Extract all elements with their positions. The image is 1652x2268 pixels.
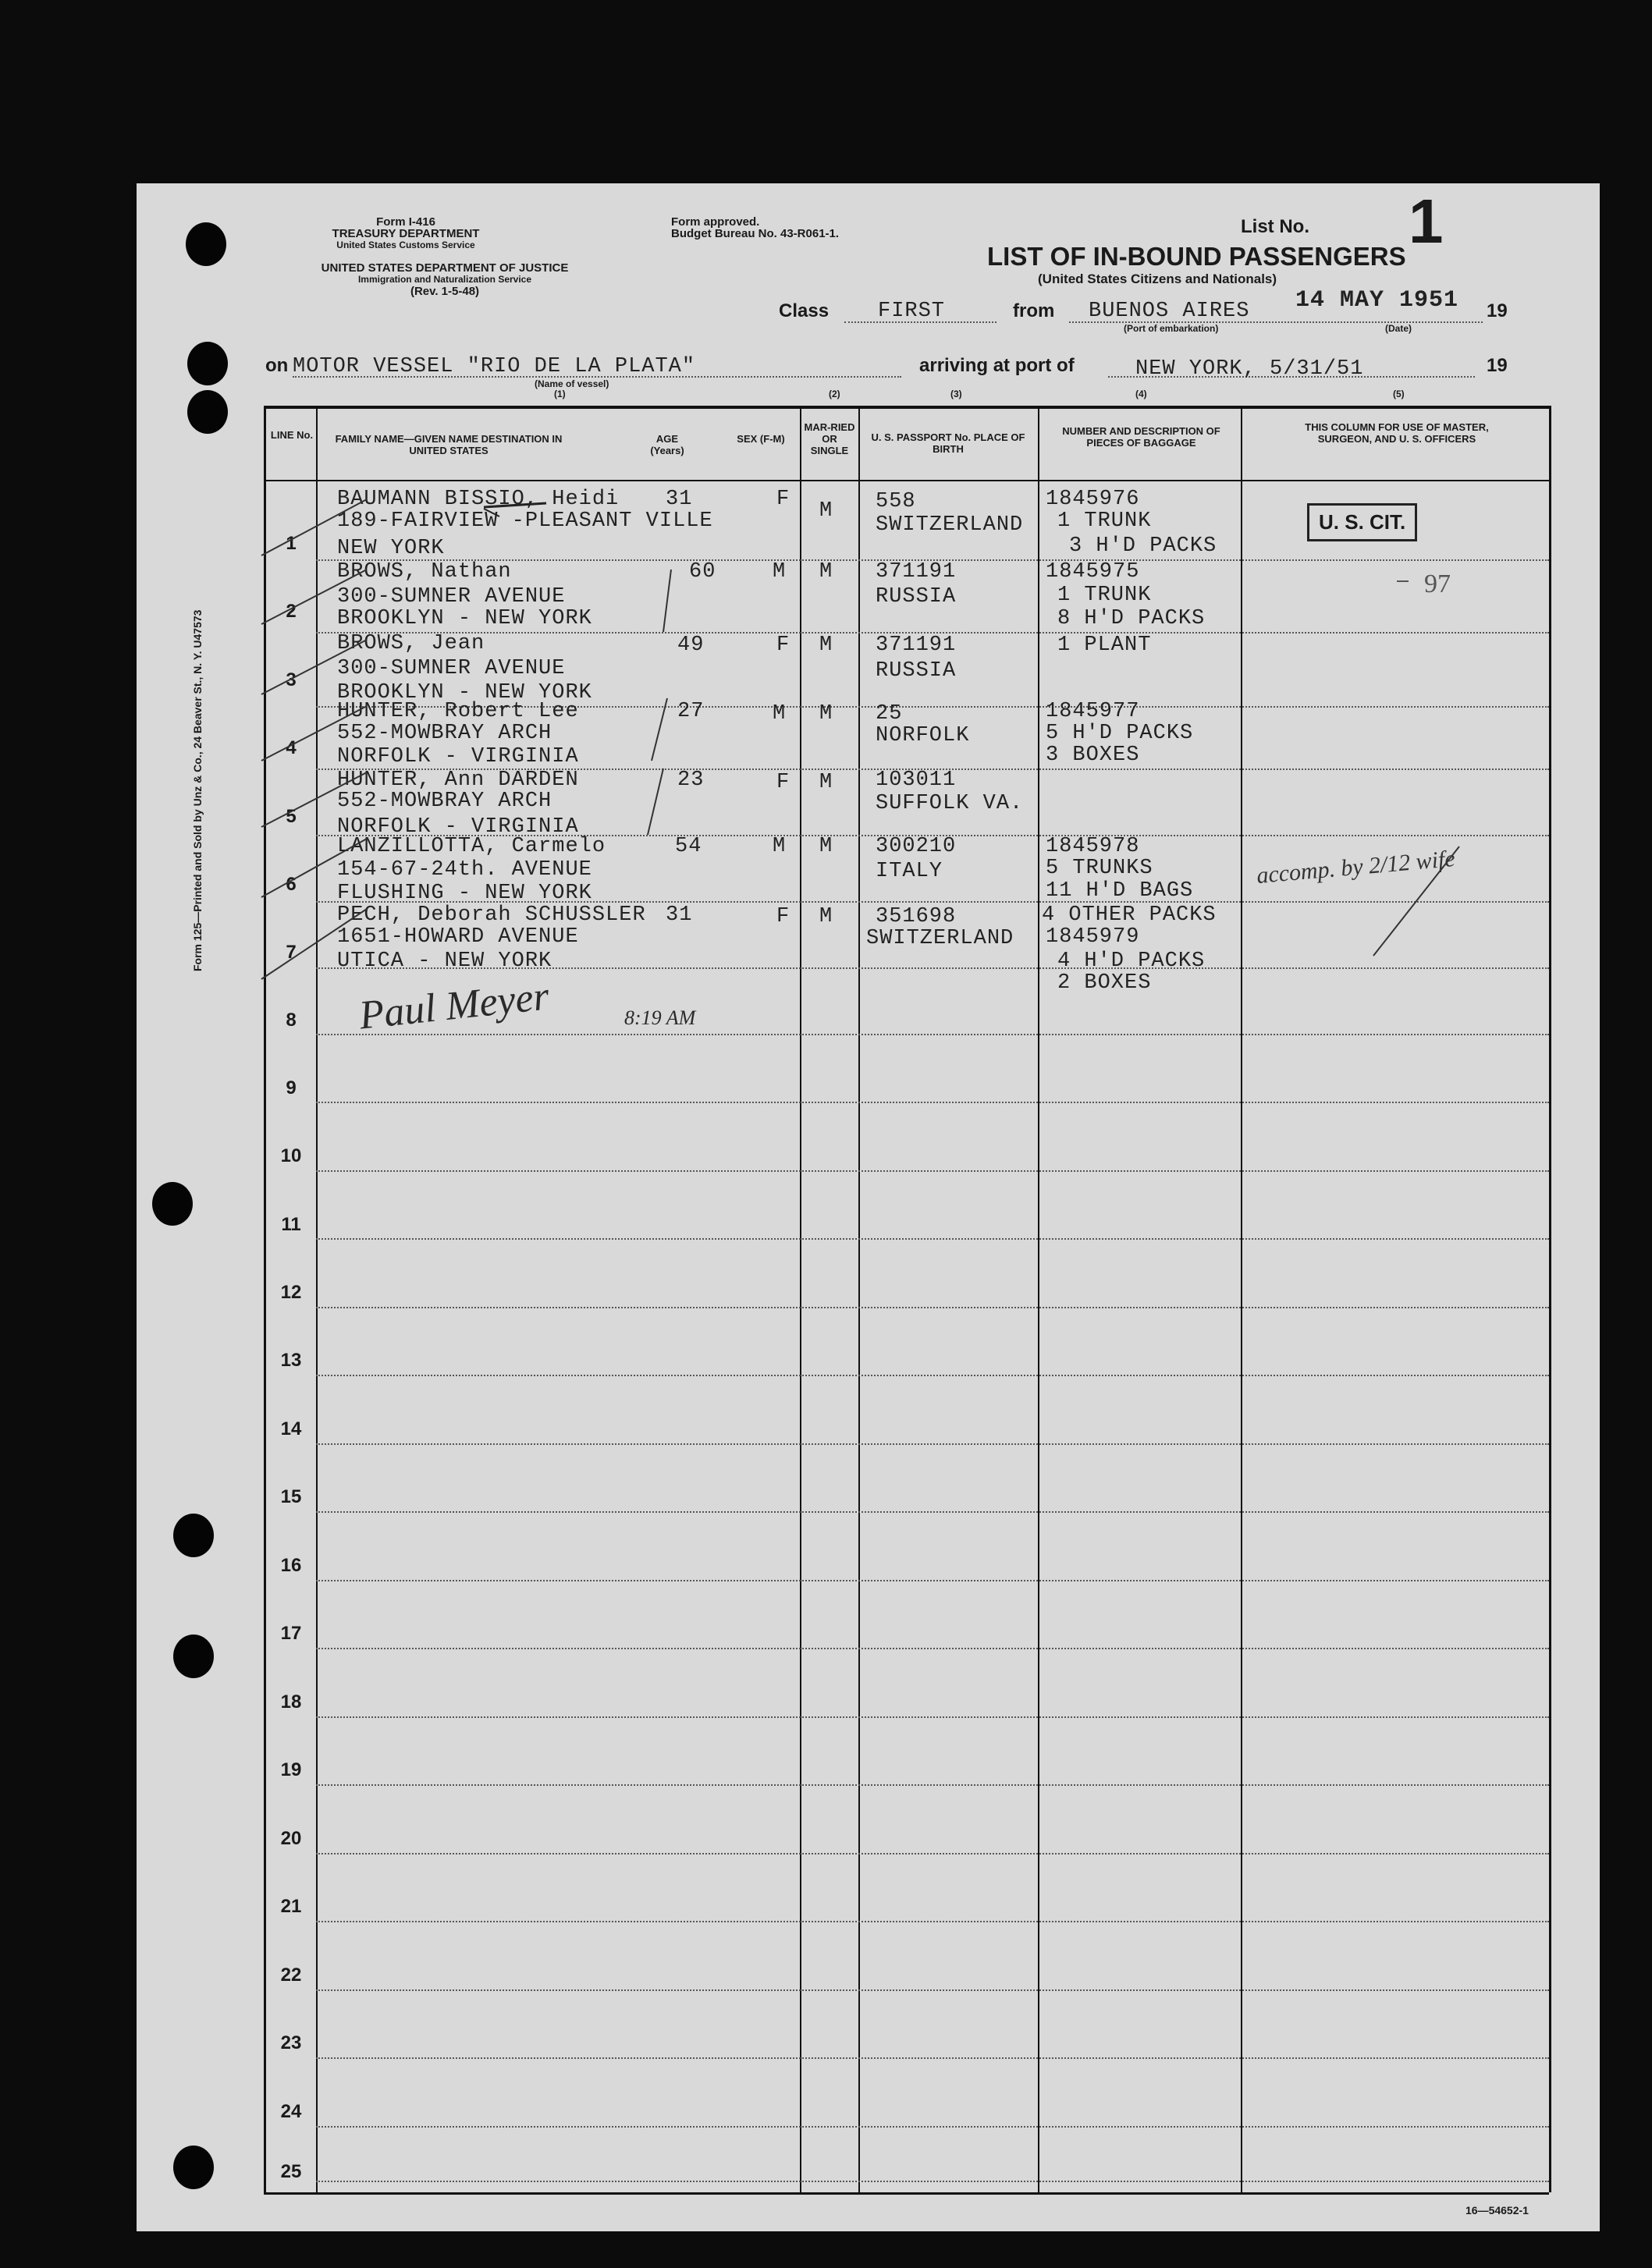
line-number: 8: [286, 1010, 297, 1031]
passenger-city: UTICA - NEW YORK: [337, 949, 552, 973]
passenger-name: PECH, Deborah SCHUSSLER: [337, 903, 646, 927]
baggage-line: 1845975: [1046, 560, 1140, 584]
passenger-age: 27: [677, 700, 705, 723]
document-subtitle: (United States Citizens and Nationals): [1038, 272, 1277, 286]
passenger-age: 31: [666, 488, 693, 511]
officer-note: 97: [1424, 570, 1451, 598]
baggage-line: 1845979: [1046, 925, 1140, 949]
baggage-line: 3 BOXES: [1046, 744, 1140, 767]
col-header-line: LINE No.: [270, 429, 314, 441]
passenger-age: 31: [666, 903, 693, 927]
passenger-married: M: [819, 905, 833, 928]
passenger-name: HUNTER, Robert Lee: [337, 700, 579, 723]
passenger-city: NEW YORK: [337, 537, 445, 560]
place-of-birth: NORFOLK: [876, 724, 970, 747]
col-header-officers: THIS COLUMN FOR USE OF MASTER, SURGEON, AND U. S. OFFICERS: [1305, 421, 1489, 445]
passenger-address: 552-MOWBRAY ARCH: [337, 790, 552, 813]
col-header-baggage: NUMBER AND DESCRIPTION OF PIECES OF BAGGAGE: [1062, 425, 1220, 449]
baggage-line: 1 PLANT: [1057, 634, 1152, 657]
passenger-name: BROWS, Nathan: [337, 560, 512, 584]
place-of-birth: RUSSIA: [876, 585, 957, 609]
passenger-sex: F: [776, 905, 790, 928]
passenger-age: 23: [677, 768, 705, 792]
line-number: 13: [280, 1350, 302, 1371]
document-title: LIST OF IN-BOUND PASSENGERS: [987, 242, 1406, 271]
line-number: 24: [280, 2101, 302, 2122]
port-embarkation-caption: (Port of embarkation): [1124, 323, 1219, 334]
passenger-married: M: [819, 560, 833, 584]
list-no-label: List No.: [1241, 216, 1309, 237]
passport-number: 103011: [876, 768, 957, 792]
passenger-age: 60: [689, 560, 716, 584]
passenger-sex: M: [773, 702, 787, 726]
passenger-married: M: [819, 634, 833, 657]
place-of-birth: RUSSIA: [876, 659, 957, 683]
baggage-line: 4 H'D PACKS: [1057, 949, 1206, 973]
baggage-line: 5 H'D PACKS: [1046, 722, 1194, 745]
passenger-city: NORFOLK - VIRGINIA: [337, 745, 579, 768]
line-number: 3: [286, 669, 297, 690]
passenger-sex: F: [776, 634, 790, 657]
col-header-sex: SEX (F-M): [737, 433, 785, 445]
customs-label: United States Customs Service: [336, 240, 475, 250]
year-suffix: 19: [1487, 300, 1508, 321]
line-number: 23: [280, 2032, 302, 2053]
justice-label: UNITED STATES DEPARTMENT OF JUSTICE: [321, 261, 569, 275]
line-number: 12: [280, 1282, 302, 1303]
passenger-sex: F: [776, 488, 790, 511]
from-port-value: BUENOS AIRES: [1089, 300, 1250, 323]
passenger-sex: M: [773, 835, 787, 858]
line-number: 22: [280, 1965, 302, 1986]
baggage-line: 5 TRUNKS: [1046, 857, 1153, 880]
signature-time: 8:19 AM: [624, 1006, 696, 1029]
line-number: 14: [280, 1418, 302, 1439]
baggage-line: 1 TRUNK: [1057, 584, 1152, 607]
passport-number: 300210: [876, 835, 957, 858]
passport-number: 371191: [876, 560, 957, 584]
passenger-address: 300-SUMNER AVENUE: [337, 657, 566, 680]
passenger-address: 552-MOWBRAY ARCH: [337, 722, 552, 745]
line-number: 15: [280, 1486, 302, 1507]
arriving-label: arriving at port of: [919, 355, 1075, 376]
treasury-label: TREASURY DEPARTMENT: [332, 227, 480, 240]
officer-note: accomp. by 2/12 wife: [1256, 845, 1456, 889]
baggage-line: 1 TRUNK: [1057, 509, 1152, 533]
line-number: 5: [286, 806, 297, 827]
place-of-birth: SUFFOLK VA.: [876, 792, 1024, 815]
line-number: 18: [280, 1691, 302, 1713]
passenger-age: 49: [677, 634, 705, 657]
passenger-sex: M: [773, 560, 787, 584]
rev-label: (Rev. 1-5-48): [410, 285, 480, 298]
baggage-line: 3 H'D PACKS: [1069, 534, 1217, 558]
line-number: 6: [286, 874, 297, 895]
vessel-value: MOTOR VESSEL "RIO DE LA PLATA": [293, 355, 696, 378]
col-header-passport: U. S. PASSPORT No. PLACE OF BIRTH: [871, 431, 1025, 455]
line-number: 4: [286, 737, 297, 758]
col-number-1: (1): [554, 389, 566, 399]
baggage-line: 8 H'D PACKS: [1057, 607, 1206, 630]
us-citizen-stamp: U. S. CIT.: [1307, 503, 1417, 541]
budget-bureau: Budget Bureau No. 43-R061-1.: [671, 227, 840, 240]
on-label: on: [265, 355, 289, 376]
arrival-port-value: NEW YORK, 5/31/51: [1135, 357, 1364, 381]
col-header-married: MAR-RIED OR SINGLE: [804, 421, 855, 456]
printer-side-text: Form 125—Printed and Sold by Unz & Co., 24 Beaver St., N. Y. U47573: [191, 609, 204, 971]
date-caption: (Date): [1385, 323, 1412, 334]
baggage-line: 1845977: [1046, 700, 1140, 723]
baggage-line: 11 H'D BAGS: [1046, 879, 1194, 903]
passenger-city: FLUSHING - NEW YORK: [337, 882, 592, 905]
line-number: 19: [280, 1759, 302, 1780]
line-number: 1: [286, 533, 297, 554]
place-of-birth: SWITZERLAND: [876, 513, 1024, 537]
passport-number: 558: [876, 490, 916, 513]
passenger-address: 154-67-24th. AVENUE: [337, 858, 592, 882]
line-number: 21: [280, 1896, 302, 1917]
passenger-city: BROOKLYN - NEW YORK: [337, 607, 592, 630]
class-label: Class: [779, 300, 830, 321]
date-stamp: 14 MAY 1951: [1295, 287, 1459, 314]
col-header-age: AGE (Years): [650, 433, 684, 456]
passport-number: 351698: [876, 905, 957, 928]
line-number: 16: [280, 1555, 302, 1576]
line-number: 20: [280, 1828, 302, 1849]
passenger-married: M: [819, 771, 833, 794]
passenger-city: BROOKLYN - NEW YORK: [337, 681, 592, 705]
ins-label: Immigration and Naturalization Service: [357, 274, 532, 285]
vessel-caption: (Name of vessel): [535, 378, 609, 389]
passenger-name: LANZILLOTTA, Carmelo: [337, 835, 606, 858]
place-of-birth: SWITZERLAND: [866, 927, 1014, 950]
passenger-age: 54: [675, 835, 702, 858]
passenger-name: BROWS, Jean: [337, 632, 485, 655]
baggage-line: 4 OTHER PACKS: [1042, 903, 1217, 927]
baggage-line: 1845976: [1046, 488, 1140, 511]
baggage-line: 1845978: [1046, 835, 1140, 858]
passport-number: 25: [876, 702, 903, 726]
passenger-married: M: [819, 702, 833, 726]
line-number: 7: [286, 942, 297, 963]
line-number: 17: [280, 1623, 302, 1644]
line-number: 25: [280, 2161, 302, 2182]
list-number: 1: [1409, 186, 1444, 256]
form-number: Form I-416: [376, 215, 435, 229]
passenger-address: 189-FAIRVIEW -PLEASANT VILLE: [337, 509, 713, 533]
col-header-name: FAMILY NAME—GIVEN NAME DESTINATION IN UNITED STATES: [335, 433, 563, 456]
year-suffix-2: 19: [1487, 355, 1508, 376]
col-number-4: (4): [1135, 389, 1147, 399]
from-label: from: [1013, 300, 1055, 321]
passenger-married: M: [819, 835, 833, 858]
line-number: 11: [281, 1214, 301, 1235]
passenger-address: 1651-HOWARD AVENUE: [337, 925, 579, 949]
class-value: FIRST: [878, 300, 946, 323]
passenger-name: HUNTER, Ann DARDEN: [337, 768, 579, 792]
passenger-city: NORFOLK - VIRGINIA: [337, 815, 579, 839]
passenger-address: 300-SUMNER AVENUE: [337, 585, 566, 609]
passport-number: 371191: [876, 634, 957, 657]
line-number: 2: [286, 601, 297, 622]
footer-code: 16—54652-1: [1465, 2204, 1529, 2217]
passenger-sex: F: [776, 771, 790, 794]
signature: Paul Meyer: [357, 974, 552, 1038]
line-number: 9: [286, 1077, 297, 1099]
col-number-5: (5): [1393, 389, 1405, 399]
form-approved: Form approved.: [671, 215, 760, 229]
col-number-2: (2): [829, 389, 840, 399]
baggage-line: 2 BOXES: [1057, 971, 1152, 995]
passenger-married: M: [819, 499, 833, 523]
passenger-name: BAUMANN BISSIO, Heidi: [337, 488, 620, 511]
place-of-birth: ITALY: [876, 860, 943, 883]
col-number-3: (3): [950, 389, 962, 399]
line-number: 10: [280, 1145, 302, 1166]
